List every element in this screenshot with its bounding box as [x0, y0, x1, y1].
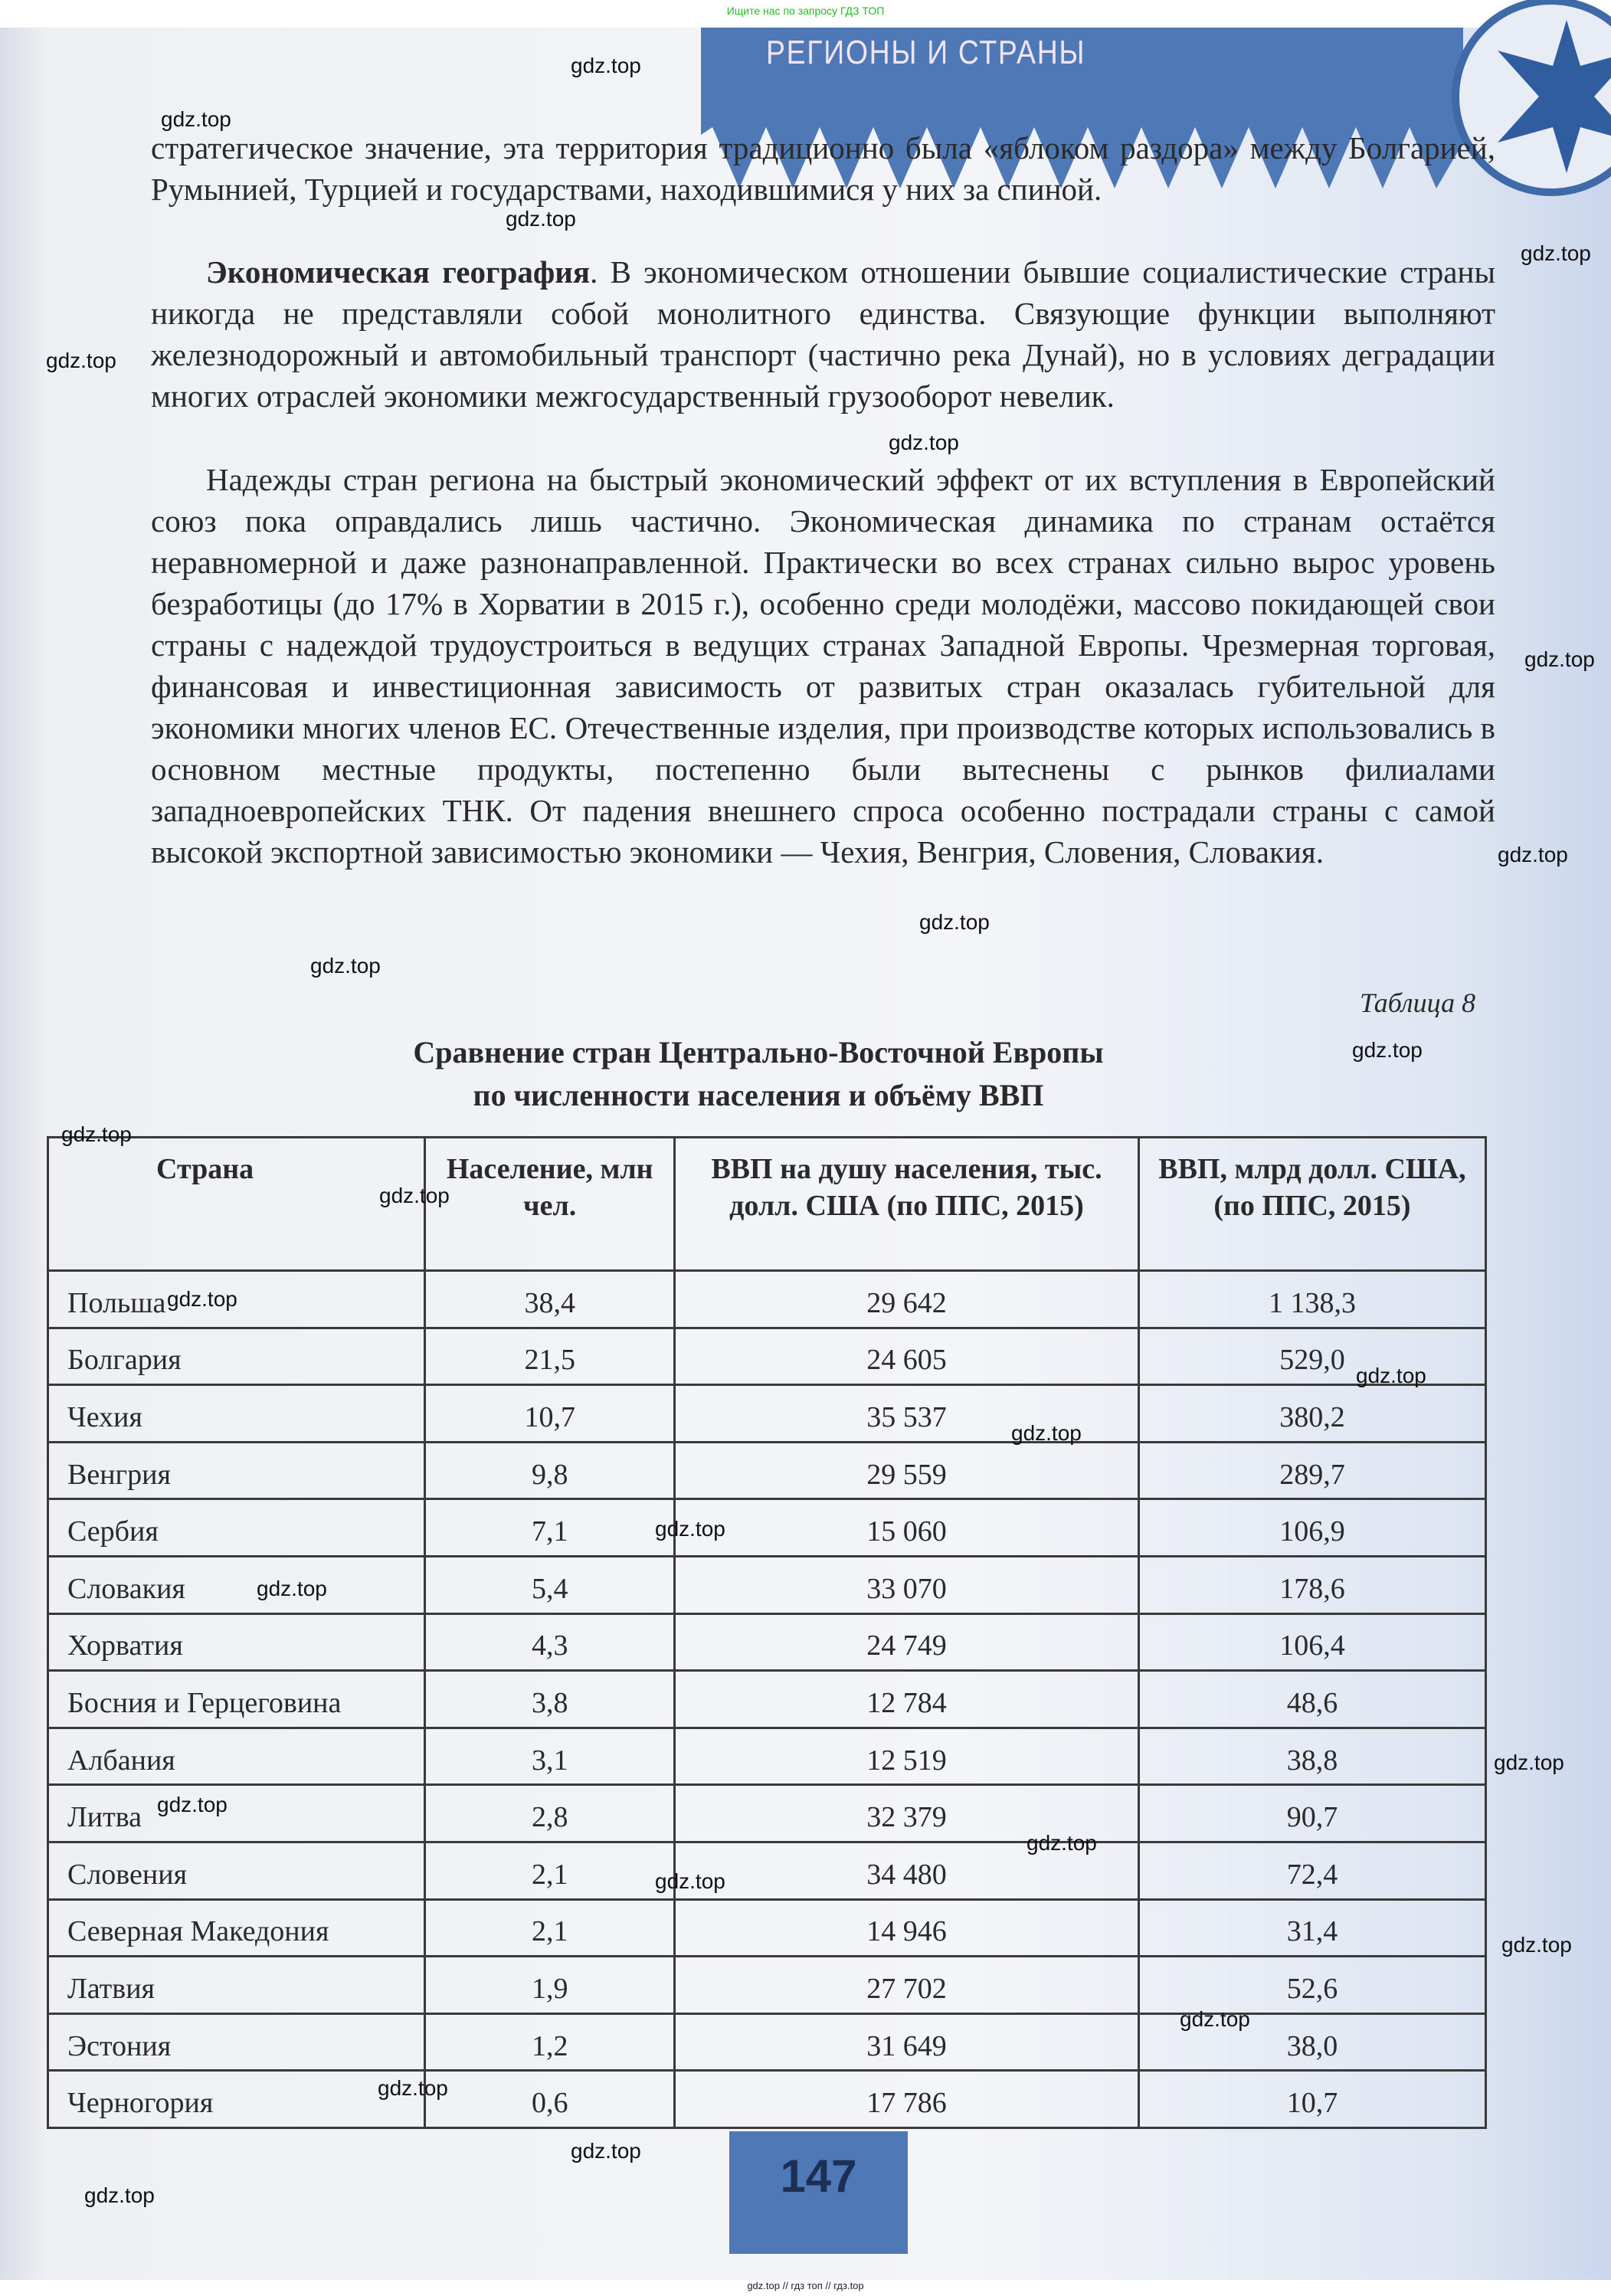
watermark: gdz.top — [157, 1793, 228, 1816]
table-cell: 29 642 — [675, 1271, 1139, 1328]
table-cell: 12 519 — [675, 1728, 1139, 1785]
table-title — [306, 1031, 1210, 1117]
watermark: gdz.top — [1524, 647, 1595, 671]
table-cell: 4,3 — [425, 1613, 675, 1671]
table-cell: 10,7 — [1138, 2071, 1485, 2128]
table-title-line: Сравнение стран Центрально-Восточной Европы — [413, 1035, 1104, 1069]
table-cell: Албания — [48, 1728, 425, 1785]
search-banner: Ищите нас по запросу ГДЗ ТОП — [726, 5, 885, 17]
table-cell: 72,4 — [1138, 1842, 1485, 1899]
table-cell: Северная Македония — [48, 1899, 425, 1957]
table-cell: 289,7 — [1138, 1442, 1485, 1499]
column-header: ВВП, млрд долл. США, (по ППС, 2015) — [1138, 1138, 1485, 1271]
table-cell: 2,8 — [425, 1785, 675, 1842]
watermark: gdz.top — [379, 1184, 450, 1207]
table-row — [48, 1271, 1486, 1328]
table-cell: 15 060 — [675, 1499, 1139, 1557]
table-row — [48, 1442, 1486, 1499]
table-cell: 2,1 — [425, 1842, 675, 1899]
table-cell: Болгария — [48, 1328, 425, 1385]
table-cell: 32 379 — [675, 1785, 1139, 1842]
table-row — [48, 1328, 1486, 1385]
watermark: gdz.top — [1498, 843, 1568, 866]
table-cell: 38,4 — [425, 1271, 675, 1328]
watermark: gdz.top — [506, 207, 576, 231]
watermark: gdz.top — [161, 107, 231, 131]
table-cell: 3,8 — [425, 1671, 675, 1728]
table-cell: Словения — [48, 1842, 425, 1899]
table-caption: Таблица 8 — [1360, 988, 1476, 1018]
table-cell: 90,7 — [1138, 1785, 1485, 1842]
table-cell: 178,6 — [1138, 1556, 1485, 1613]
table-cell: 48,6 — [1138, 1671, 1485, 1728]
table-cell: Чехия — [48, 1385, 425, 1443]
table-row — [48, 2013, 1486, 2071]
table-cell: 529,0 — [1138, 1328, 1485, 1385]
watermark: gdz.top — [1356, 1364, 1426, 1387]
table-cell: 2,1 — [425, 1899, 675, 1957]
table-cell: 21,5 — [425, 1328, 675, 1385]
table-cell: 27 702 — [675, 1957, 1139, 2014]
table-cell: Латвия — [48, 1957, 425, 2014]
table-row — [48, 1671, 1486, 1728]
table-cell: Хорватия — [48, 1613, 425, 1671]
table-cell: 24 605 — [675, 1328, 1139, 1385]
paragraph-2-text: . В экономическом отношении бывшие социалистические страны никогда не представляли собой монолитного единства. Связующие функции выполняют железнодорожный и автомобильный транспорт (частично река Дунай), но в условиях деградации многих отраслей экономики межгосударственный грузооборот невелик. — [151, 254, 1495, 414]
table-header-row — [48, 1138, 1486, 1271]
watermark: gdz.top — [1521, 241, 1591, 265]
table-cell: Сербия — [48, 1499, 425, 1557]
watermark: gdz.top — [1027, 1831, 1097, 1855]
table-cell: 0,6 — [425, 2071, 675, 2128]
column-header: Население, млн чел. — [425, 1138, 675, 1271]
table-row — [48, 1785, 1486, 1842]
watermark: gdz.top — [378, 2076, 448, 2100]
table-cell: 1,2 — [425, 2013, 675, 2071]
table-cell: 29 559 — [675, 1442, 1139, 1499]
table-cell: 5,4 — [425, 1556, 675, 1613]
paragraph-heading: Экономическая география — [206, 254, 591, 290]
table-cell: 10,7 — [425, 1385, 675, 1443]
watermark: gdz.top — [84, 2183, 155, 2207]
table-cell: 14 946 — [675, 1899, 1139, 1957]
watermark: gdz.top — [655, 1517, 725, 1541]
table-cell: Польша — [48, 1271, 425, 1328]
section-title: РЕГИОНЫ И СТРАНЫ — [766, 34, 1086, 71]
watermark: gdz.top — [1180, 2007, 1250, 2031]
table-row — [48, 1899, 1486, 1957]
table-cell: Черногория — [48, 2071, 425, 2128]
watermark: gdz.top — [1352, 1038, 1423, 1062]
table-cell: 38,0 — [1138, 2013, 1485, 2071]
table-row — [48, 2071, 1486, 2128]
table-cell: Венгрия — [48, 1442, 425, 1499]
table-cell: 52,6 — [1138, 1957, 1485, 2014]
page-number: 147 — [780, 2150, 857, 2202]
watermark: gdz.top — [919, 910, 990, 934]
table-cell: 106,4 — [1138, 1613, 1485, 1671]
table-row — [48, 1613, 1486, 1671]
table-cell: 12 784 — [675, 1671, 1139, 1728]
table-cell: 106,9 — [1138, 1499, 1485, 1557]
table-cell: 380,2 — [1138, 1385, 1485, 1443]
watermark: gdz.top — [1494, 1751, 1564, 1774]
table-cell: 7,1 — [425, 1499, 675, 1557]
table-cell: 31,4 — [1138, 1899, 1485, 1957]
table-cell: 35 537 — [675, 1385, 1139, 1443]
textbook-page — [0, 28, 1611, 2280]
table-row — [48, 1957, 1486, 2014]
table-cell: 34 480 — [675, 1842, 1139, 1899]
table-cell: Босния и Герцеговина — [48, 1671, 425, 1728]
table-cell: Эстония — [48, 2013, 425, 2071]
table-cell: 31 649 — [675, 2013, 1139, 2071]
table-row — [48, 1728, 1486, 1785]
table-cell: 1,9 — [425, 1957, 675, 2014]
watermark: gdz.top — [257, 1577, 327, 1600]
data-table — [47, 1136, 1487, 2129]
watermark: gdz.top — [1501, 1933, 1572, 1957]
table-cell: 17 786 — [675, 2071, 1139, 2128]
table-row — [48, 1385, 1486, 1443]
footer: gdz.top // гдз топ // гдз.top — [747, 2280, 864, 2291]
paragraph-1: стратегическое значение, эта территория традиционно была «яблоком раздора» между Болгарией, Румынией, Турцией и государствами, находившимися у них за спиной. — [151, 130, 1495, 207]
table-cell: 33 070 — [675, 1556, 1139, 1613]
watermark: gdz.top — [1011, 1421, 1082, 1445]
column-header: Страна — [48, 1138, 425, 1271]
watermark: gdz.top — [310, 954, 381, 978]
table-cell: 9,8 — [425, 1442, 675, 1499]
table-title-line: по численности населения и объёму ВВП — [473, 1078, 1044, 1112]
table-cell: Литва — [48, 1785, 425, 1842]
paragraph-3: Надежды стран региона на быстрый экономический эффект от их вступления в Европейский союз пока оправдались лишь частично. Экономическая динамика по странам остаётся неравномерной и даже разнонаправленной. Практически во всех странах сильно вырос уровень безработицы (до 17% в Хорватии в 2015 г.), особенно среди молодёжи, массово покидающей свои страны с надеждой трудоустроиться в ведущих странах Западной Европы. Чрезмерная торговая, финансовая и инвестиционная зависимость от развитых стран оказалась губительной для экономики многих членов ЕС. Отечественные изделия, при производстве которых использовались в основном местные продукты, постепенно были вытеснены с рынков филиалами западноевропейских ТНК. От падения внешнего спроса особенно пострадали страны с самой высокой экспортной зависимостью экономики — Чехия, Венгрия, Словения, Словакия. — [151, 462, 1495, 870]
watermark: gdz.top — [571, 54, 641, 77]
table-cell: Словакия — [48, 1556, 425, 1613]
table-cell: 1 138,3 — [1138, 1271, 1485, 1328]
watermark: gdz.top — [46, 349, 116, 372]
paragraph-2 — [151, 251, 1495, 417]
table-cell: 3,1 — [425, 1728, 675, 1785]
watermark: gdz.top — [889, 431, 959, 454]
table-row — [48, 1842, 1486, 1899]
table-row — [48, 1499, 1486, 1557]
watermark: gdz.top — [655, 1869, 725, 1893]
watermark: gdz.top — [61, 1122, 132, 1146]
table-cell: 24 749 — [675, 1613, 1139, 1671]
watermark: gdz.top — [167, 1287, 237, 1311]
column-header: ВВП на душу населения, тыс. долл. США (по ППС, 2015) — [675, 1138, 1139, 1271]
watermark: gdz.top — [571, 2139, 641, 2163]
table-cell: 38,8 — [1138, 1728, 1485, 1785]
